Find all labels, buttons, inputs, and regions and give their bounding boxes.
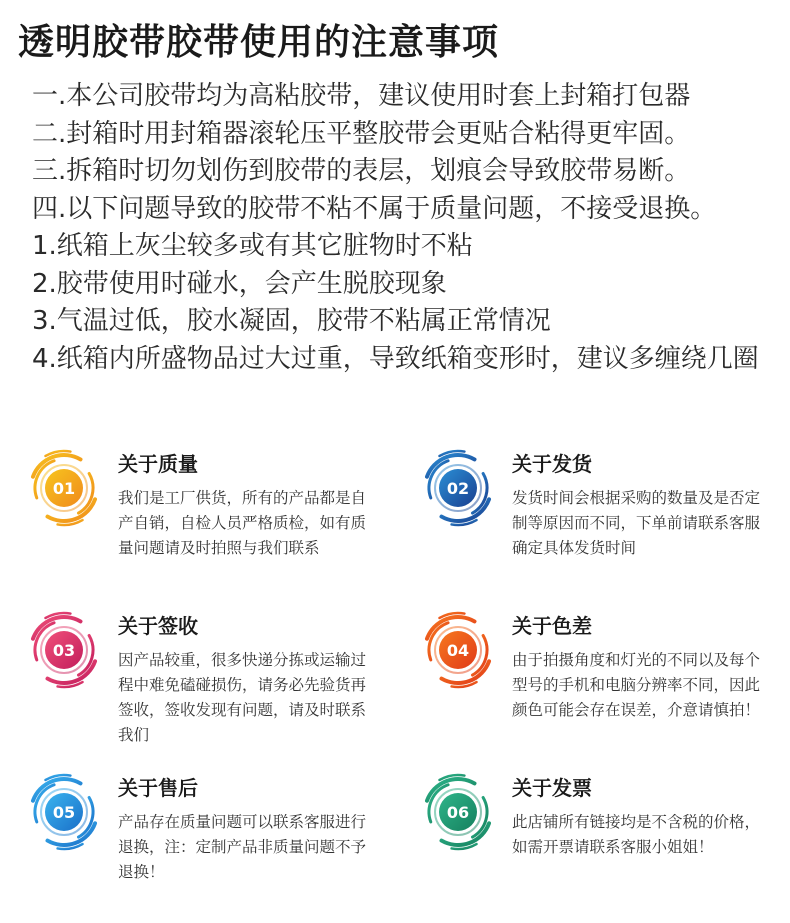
card-body: 产品存在质量问题可以联系客服进行退换，注：定制产品非质量问题不予退换！	[118, 813, 367, 881]
note-item: 4.纸箱内所盛物品过大过重，导致纸箱变形时，建议多缠绕几圈	[32, 343, 759, 374]
card-receipt	[24, 610, 379, 760]
note-item: 二.封箱时用封箱器滚轮压平整胶带会更贴合粘得更牢固。	[32, 118, 691, 149]
badge-03	[24, 610, 104, 690]
badge-graphic	[418, 448, 498, 528]
card-body: 此店铺所有链接均是不含税的价格，如需开票请联系客服小姐姐！	[512, 813, 761, 856]
card-title: 关于发票	[512, 776, 592, 800]
card-title: 关于色差	[512, 614, 592, 638]
card-title: 关于质量	[118, 452, 198, 476]
card-title: 关于售后	[118, 776, 198, 800]
card-title: 关于发货	[512, 452, 592, 476]
badge-02	[418, 448, 498, 528]
note-item: 2.胶带使用时碰水，会产生脱胶现象	[32, 268, 447, 299]
note-item: 三.拆箱时切勿划伤到胶带的表层，划痕会导致胶带易断。	[32, 156, 691, 186]
badge-number: 06	[446, 803, 470, 822]
note-item: 1.纸箱上灰尘较多或有其它脏物时不粘	[32, 231, 473, 261]
card-invoice	[418, 772, 773, 922]
card-after-sales	[24, 772, 379, 922]
badge-06	[418, 772, 498, 852]
badge-number: 04	[446, 641, 470, 660]
badge-graphic	[24, 772, 104, 852]
badge-graphic	[418, 772, 498, 852]
badge-number: 03	[52, 641, 76, 660]
badge-04	[418, 610, 498, 690]
note-item: 一.本公司胶带均为高粘胶带，建议使用时套上封箱打包器	[32, 81, 691, 111]
card-body: 发货时间会根据采购的数量及是否定制等原因而不同，下单前请联系客服确定具体发货时间	[512, 489, 761, 557]
badge-05	[24, 772, 104, 852]
badge-graphic	[24, 610, 104, 690]
card-color-difference	[418, 610, 773, 760]
note-item: 四.以下问题导致的胶带不粘不属于质量问题，不接受退换。	[32, 193, 717, 224]
card-body: 由于拍摄角度和灯光的不同以及每个型号的手机和电脑分辨率不同，因此颜色可能会存在误差，介意请慎拍！	[512, 651, 761, 719]
notes-list	[32, 78, 777, 378]
badge-number: 01	[52, 479, 76, 498]
card-title: 关于签收	[118, 614, 198, 638]
badge-graphic	[418, 610, 498, 690]
badge-01	[24, 448, 104, 528]
page-title: 透明胶带胶带使用的注意事项	[18, 22, 500, 63]
card-quality	[24, 448, 379, 598]
badge-graphic	[24, 448, 104, 528]
card-shipping	[418, 448, 773, 598]
note-item: 3.气温过低，胶水凝固，胶带不粘属正常情况	[32, 306, 551, 336]
card-body: 我们是工厂供货，所有的产品都是自产自销，自检人员严格质检，如有质量问题请及时拍照与我们联系	[118, 489, 367, 557]
badge-number: 05	[52, 803, 76, 822]
card-body: 因产品较重，很多快递分拣或运输过程中难免磕碰损伤，请务必先验货再签收，签收发现有问题，请及时联系我们	[118, 651, 367, 744]
badge-number: 02	[446, 479, 470, 498]
